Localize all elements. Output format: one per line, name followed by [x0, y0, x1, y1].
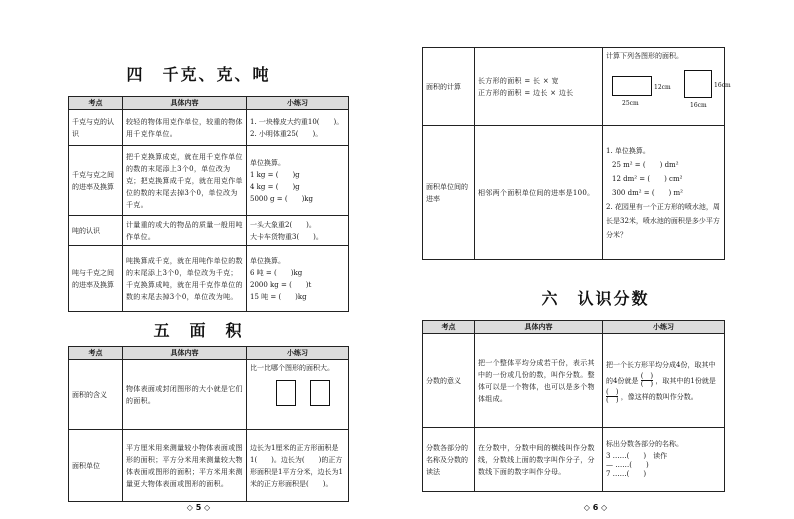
- content-cell: 吨换算成千克，就在用吨作单位的数的末尾添上3个0，单位改为千克；千克换算成吨，就在用千克作单位的数的末尾去掉3个0，单位改为吨。: [123, 246, 247, 312]
- practice-cell: [603, 48, 731, 126]
- header-content: 具体内容: [123, 347, 247, 360]
- area-calc-table: [422, 47, 731, 260]
- header-practice: 小练习: [247, 97, 349, 110]
- practice-line: 12 dm² = ( ) cm²: [612, 174, 683, 183]
- practice-line: 25 m² = ( ) dm²: [612, 160, 679, 169]
- shape-square: [684, 70, 712, 98]
- topic-cell: 吨的认识: [69, 216, 123, 246]
- table-row: [423, 334, 725, 428]
- content-cell: 把千克换算成克，就在用千克作单位的数的末尾添上3个0，单位改为克；把克换算成千克，就在用克作单位的数的末尾去掉3个0，单位改为千克。: [123, 146, 247, 216]
- header-content: 具体内容: [123, 97, 247, 110]
- practice-line: 4 kg = ( )g: [250, 182, 300, 191]
- practice-line: 6 吨 = ( )kg: [250, 268, 303, 277]
- content-cell: 物体表面或封闭图形的大小就是它们的面积。: [123, 360, 247, 430]
- header-content: 具体内容: [475, 321, 603, 334]
- practice-line: 1. 单位换算。: [606, 146, 650, 155]
- header-practice: 小练习: [247, 347, 349, 360]
- topic-cell: 面积单位间的进率: [423, 126, 475, 260]
- practice-line: 2. 花园里有一个正方形的喷水池，周长是32米，喷水池的面积是多少平方分米？: [606, 202, 720, 239]
- square-side-label: 16cm: [714, 82, 731, 89]
- topic-cell: 千克与克之间的进率及换算: [69, 146, 123, 216]
- practice-text: ，取其中的1份就是: [655, 376, 716, 385]
- practice-line: 300 dm² = ( ) m²: [612, 188, 683, 197]
- practice-cell: [247, 360, 349, 430]
- practice-cell: [603, 334, 725, 428]
- fraction-table: [422, 320, 725, 492]
- formula-square: 正方形的面积 = 边长 × 边长: [478, 88, 574, 97]
- content-cell: [475, 48, 603, 126]
- practice-line: 1 kg = ( )g: [250, 170, 300, 179]
- practice-line: 标出分数各部分的名称。: [606, 440, 683, 448]
- practice-line: 单位换算。: [250, 158, 285, 167]
- table-row: [69, 110, 349, 146]
- content-cell: 在分数中，分数中间的横线叫作分数线，分数线上面的数字叫作分子，分数线下面的数字叫作分母。: [475, 428, 603, 492]
- shape-rectangle-a: [276, 380, 296, 406]
- topic-cell: 分数的意义: [423, 334, 475, 428]
- practice-line: 大卡车货物重3( )。: [250, 232, 323, 241]
- section-title-mass: 四 千克、克、吨: [126, 65, 271, 84]
- fraction-blank: $\frac{( )}{( )}$: [606, 388, 619, 404]
- practice-line: 2000 kg = ( )t: [250, 280, 312, 289]
- right-page: [397, 0, 794, 519]
- compare-shapes: [250, 380, 345, 410]
- table-row: [423, 48, 725, 126]
- section-title-fraction: 六 认识分数: [541, 289, 650, 308]
- practice-cell: [247, 110, 349, 146]
- practice-cell: [247, 216, 349, 246]
- table-header-row: [69, 347, 349, 360]
- header-practice: 小练习: [603, 321, 725, 334]
- topic-cell: 面积的含义: [69, 360, 123, 430]
- topic-cell: 面积单位: [69, 430, 123, 502]
- practice-line: 比一比哪个图形的面积大。: [250, 364, 334, 372]
- content-cell: 较轻的物体用克作单位，较重的物体用千克作单位。: [123, 110, 247, 146]
- table-row: [69, 216, 349, 246]
- area-table: [68, 346, 349, 502]
- table-row: [423, 126, 725, 260]
- practice-line: 5000 g = ( )kg: [250, 194, 314, 203]
- header-topic: 考点: [69, 97, 123, 110]
- practice-cell: [603, 428, 725, 492]
- table-row: [69, 430, 349, 502]
- page-number: ◇ 6 ◇: [583, 503, 608, 512]
- practice-line: 一头大象重2( )。: [250, 220, 316, 229]
- practice-text: 把一个长方形平均分成4份，取其中的4份就是: [606, 360, 716, 385]
- practice-title: 计算下列各图形的面积。: [606, 52, 683, 60]
- table-header-row: [423, 321, 725, 334]
- section-title-area: 五 面 积: [153, 321, 244, 340]
- shapes-area: [606, 62, 731, 114]
- header-topic: 考点: [69, 347, 123, 360]
- fraction-part-line: — ……( ): [606, 461, 649, 469]
- topic-cell: 面积的计算: [423, 48, 475, 126]
- practice-line: 边长为1厘米的正方形面积是1( )。边长为( )的正方形面积是1平方分米，边长为1米的正方形面积是( )。: [250, 443, 343, 488]
- practice-line: 2. 小明体重25( )。: [250, 129, 323, 138]
- shape-rectangle: [612, 76, 652, 96]
- practice-cell: [603, 126, 725, 260]
- rectangle-length-label: 25cm: [622, 100, 639, 107]
- rectangle-width-label: 12cm: [654, 84, 671, 91]
- content-cell: 相邻两个面积单位间的进率是100。: [475, 126, 603, 260]
- page-number: ◇ 5 ◇: [186, 503, 211, 512]
- shape-rectangle-b: [310, 380, 330, 406]
- practice-line: 1. 一块橡皮大约重10( )。: [250, 117, 344, 126]
- mass-table: [68, 96, 349, 312]
- table-row: [69, 146, 349, 216]
- fraction-part-line: 7 ……( ): [606, 470, 647, 478]
- content-cell: 平方厘米用来测量较小物体表面或图形的面积；平方分米用来测量较大物体表面或图形的面积；平方米用来测量更大物体表面或图形的面积。: [123, 430, 247, 502]
- practice-cell: [247, 246, 349, 312]
- content-cell: 把一个整体平均分成若干份，表示其中的一份或几份的数，叫作分数。整体可以是一个物体，也可以是多个物体组成。: [475, 334, 603, 428]
- topic-cell: 吨与千克之间的进率及换算: [69, 246, 123, 312]
- table-row: [69, 246, 349, 312]
- topic-cell: 分数各部分的名称及分数的读法: [423, 428, 475, 492]
- fraction-part-line: 3 ……( ) 读作: [606, 452, 668, 460]
- practice-line: 15 吨 = ( )kg: [250, 292, 307, 301]
- topic-cell: 千克与克的认识: [69, 110, 123, 146]
- square-bottom-label: 16cm: [690, 102, 707, 109]
- practice-cell: [247, 430, 349, 502]
- content-cell: 计量重的或大的物品的质量一般用吨作单位。: [123, 216, 247, 246]
- practice-text: ，像这样的数叫作分数。: [620, 392, 698, 401]
- formula-rectangle: 长方形的面积 = 长 × 宽: [478, 76, 559, 85]
- table-row: [69, 360, 349, 430]
- header-topic: 考点: [423, 321, 475, 334]
- fraction-blank: $\frac{( )}{( )}$: [640, 372, 654, 388]
- table-row: [423, 428, 725, 492]
- table-header-row: [69, 97, 349, 110]
- practice-cell: [247, 146, 349, 216]
- practice-line: 单位换算。: [250, 256, 285, 265]
